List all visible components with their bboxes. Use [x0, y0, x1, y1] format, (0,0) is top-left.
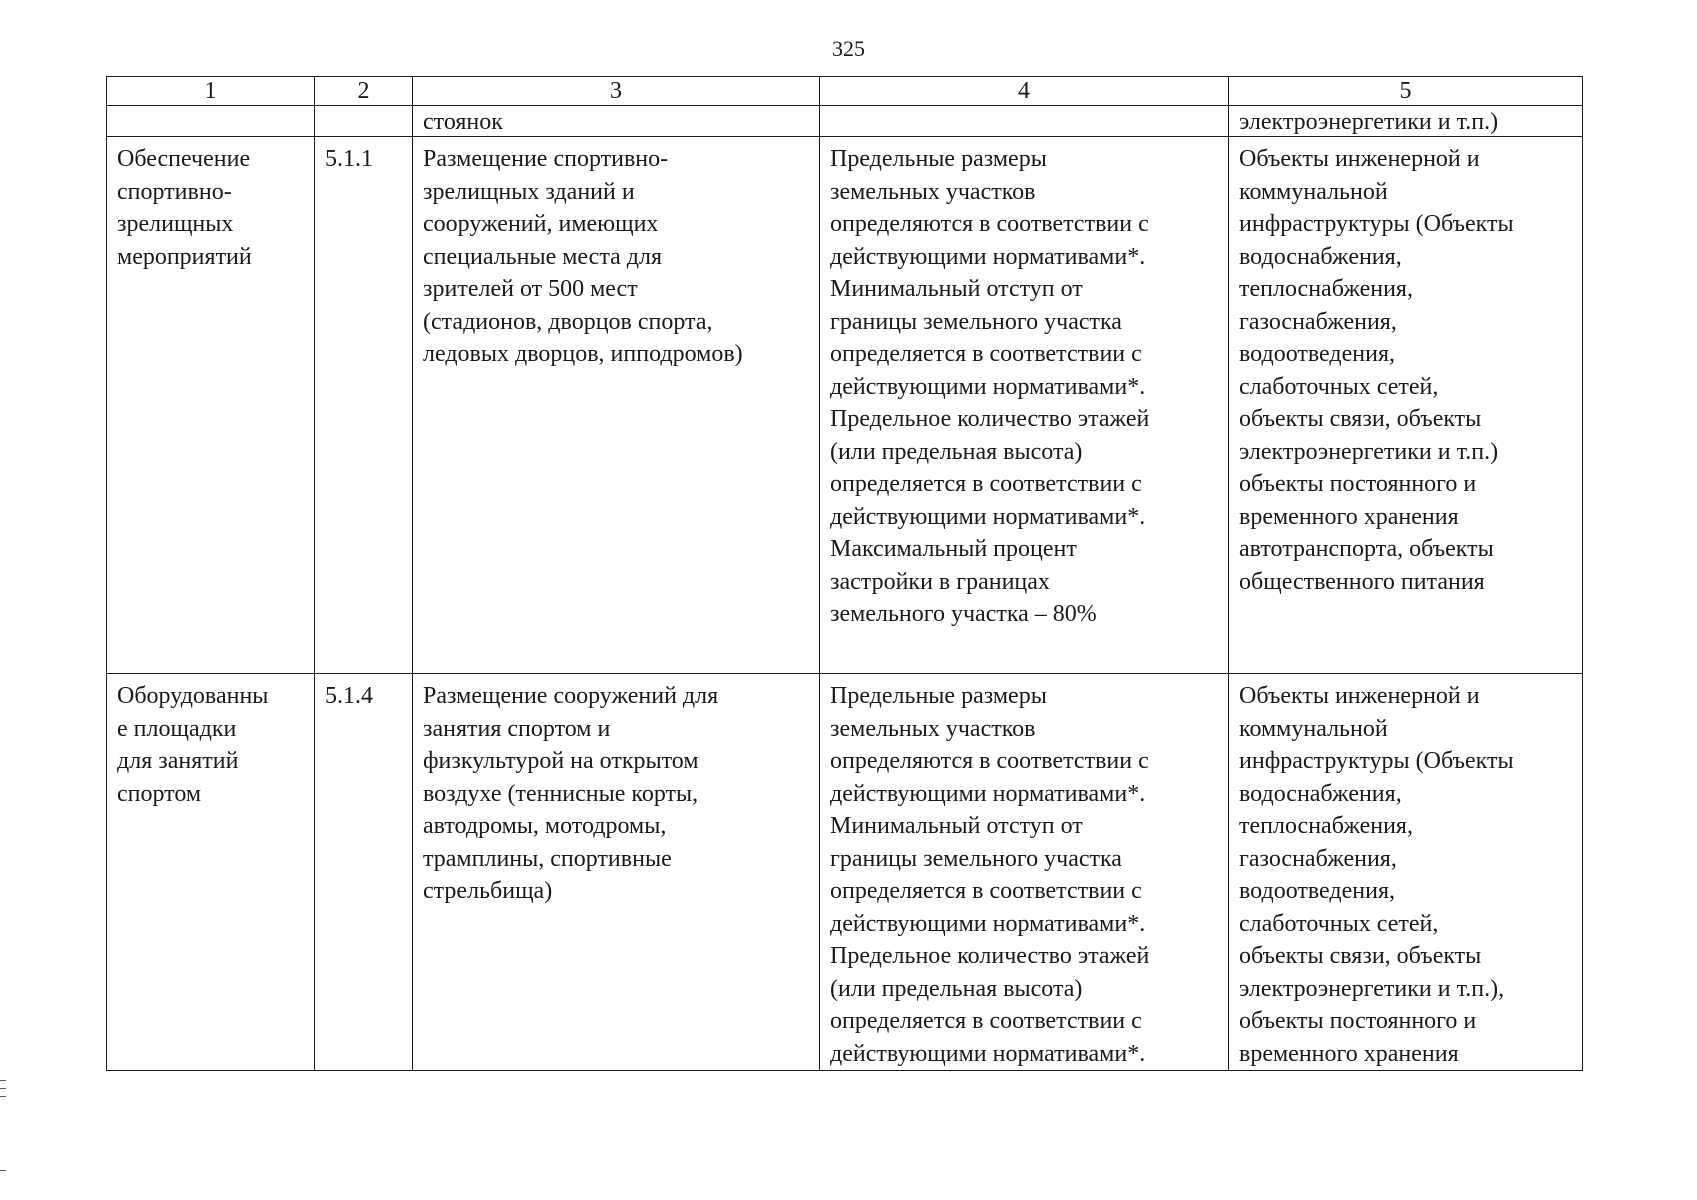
use-type-code: 5.1.1: [315, 137, 413, 674]
column-header-2: 2: [315, 77, 413, 106]
table-row: [107, 137, 1583, 674]
continuation-cell-1: [107, 106, 315, 137]
table-row: [107, 674, 1583, 1071]
column-header-1: 1: [107, 77, 315, 106]
use-type-auxiliary: Объекты инженерной и коммунальной инфраструктуры (Объекты водоснабжения, теплоснабжения, газоснабжения, водоотведения, слаботочных сетей, объекты связи, объекты электроэнергетики и т.п.) объекты постоянного и временного хранения автотранспорта, объекты общественного питания: [1229, 137, 1583, 674]
land-use-table: [106, 76, 1583, 1071]
scan-edge-mark: [0, 1080, 6, 1081]
continuation-cell-3: стоянок: [413, 106, 820, 137]
use-type-auxiliary: Объекты инженерной и коммунальной инфраструктуры (Объекты водоснабжения, теплоснабжения, газоснабжения, водоотведения, слаботочных сетей, объекты связи, объекты электроэнергетики и т.п.), объекты постоянного и временного хранения: [1229, 674, 1583, 1071]
use-type-description: Размещение сооружений для занятия спортом и физкультурой на открытом воздухе (теннисные корты, автодромы, мотодромы, трамплины, спортивные стрельбища): [413, 674, 820, 1071]
continuation-cell-5: электроэнергетики и т.п.): [1229, 106, 1583, 137]
use-type-name: Обеспечение спортивно- зрелищных мероприятий: [107, 137, 315, 674]
column-number-row: [107, 77, 1583, 106]
continuation-cell-2: [315, 106, 413, 137]
use-type-code: 5.1.4: [315, 674, 413, 1071]
column-header-5: 5: [1229, 77, 1583, 106]
use-type-parameters: Предельные размеры земельных участков определяются в соответствии с действующими нормативами*. Минимальный отступ от границы земельного участка определяется в соответствии с действующими нормативами*. Предельное количество этажей (или предельная высота) определяется в соответствии с действующими нормативами*.: [820, 674, 1229, 1071]
scan-edge-mark: [0, 1088, 6, 1089]
scan-edge-mark: [0, 1170, 6, 1171]
continuation-cell-4: [820, 106, 1229, 137]
scan-edge-mark: [0, 1096, 6, 1097]
page-number: 325: [832, 36, 865, 61]
column-header-3: 3: [413, 77, 820, 106]
use-type-parameters: Предельные размеры земельных участков определяются в соответствии с действующими нормативами*. Минимальный отступ от границы земельного участка определяется в соответствии с действующими нормативами*. Предельное количество этажей (или предельная высота) определяется в соответствии с действующими нормативами*. Максимальный процент застройки в границах земельного участка – 80%: [820, 137, 1229, 674]
use-type-name: Оборудованны е площадки для занятий спортом: [107, 674, 315, 1071]
use-type-description: Размещение спортивно- зрелищных зданий и сооружений, имеющих специальные места для зрителей от 500 мест (стадионов, дворцов спорта, ледовых дворцов, ипподромов): [413, 137, 820, 674]
continuation-row: [107, 106, 1583, 137]
column-header-4: 4: [820, 77, 1229, 106]
